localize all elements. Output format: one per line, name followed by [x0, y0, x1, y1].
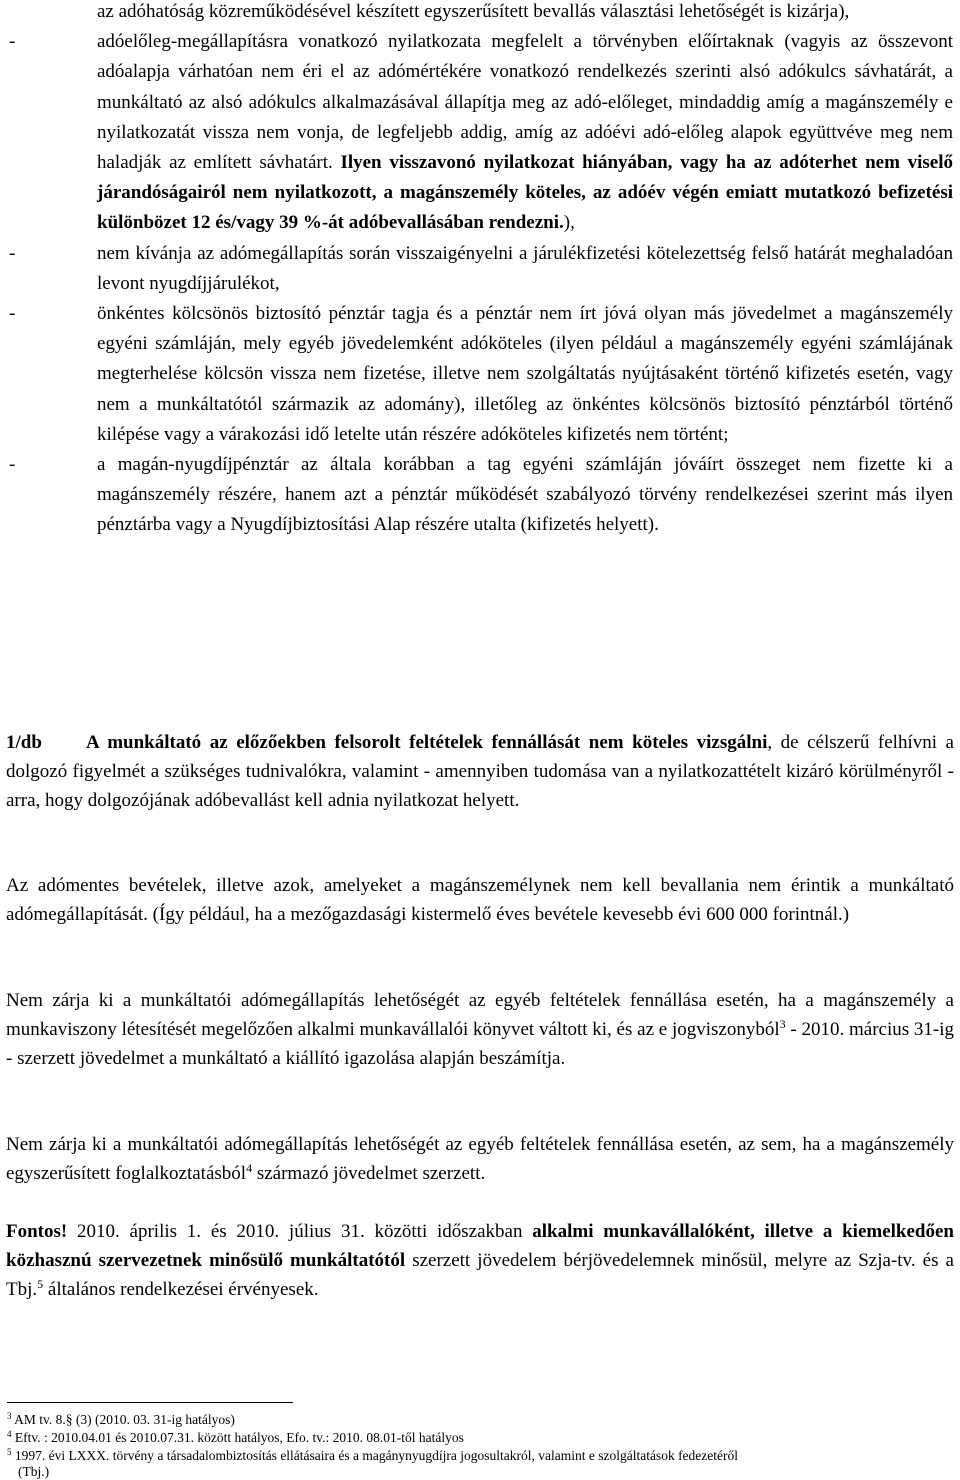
- list-item-body: [97, 27, 953, 238]
- footnote-5: [7, 1448, 738, 1464]
- footnote-text: Eftv. : 2010.04.01 és 2010.07.31. között hatályos, Efo. tv.: 2010. 08.01-től hatályos: [11, 1430, 464, 1445]
- paragraph-important: [6, 1217, 954, 1304]
- footnote-text: 1997. évi LXXX. törvény a társadalombiztosítás ellátásaira és a magánynyugdíjra jogosultakról, valamint e szolgáltatások fedezetéről: [11, 1448, 739, 1463]
- footnote-text: (Tbj.): [18, 1464, 50, 1479]
- list-dash: -: [9, 242, 16, 264]
- paragraph-bold-text: alkalmi munkavállalóként, illetve a kiemelkedően közhasznú szervezetnek minősülő munkáltatótól: [6, 1221, 954, 1271]
- list-item-tail: ),: [563, 212, 575, 234]
- list-item-bold-text: Ilyen visszavonó nyilatkozat hiányában, vagy ha az adóterhet nem viselő járandóságairól nem nyilatkozott, a magánszemély köteles, az adóév végén emiatt mutatkozó befizetési különbözet 12 és/vagy 39 %-át adóbevallásában rendezni.: [97, 152, 953, 234]
- list-item-continuation: [97, 0, 953, 27]
- list-item-text: nem kívánja az adómegállapítás során visszaigényelni a járulékfizetési kötelezettség felső határát meghaladóan levont nyugdíjjárulékot,: [97, 242, 953, 294]
- list-item-text: a magán-nyugdíjpénztár az általa korábban a tag egyéni számláján jóváírt összeget nem fizette ki a magánszemély részére, hanem azt a pénztár működését szabályozó törvény rendelkezései szerint más ilyen pénztárba vagy a Nyugdíjbiztosítási Alap részére utalta (kifizetés helyett).: [97, 454, 953, 536]
- paragraph-text: 2010. április 1. és 2010. július 31. közötti időszakban: [67, 1221, 533, 1242]
- footnote-ref[interactable]: 3: [779, 1017, 786, 1031]
- list-item: [0, 239, 960, 299]
- important-label: Fontos!: [6, 1221, 68, 1242]
- list-dash: -: [9, 303, 16, 325]
- footnote-number: 5: [7, 1447, 12, 1457]
- list-item-body: [97, 450, 953, 541]
- list-item-body: [97, 239, 953, 299]
- conditions-list: [0, 0, 960, 541]
- list-dash: -: [9, 31, 16, 53]
- footnote-text: AM tv. 8.§ (3) (2010. 03. 31-ig hatályos): [11, 1412, 235, 1427]
- list-item: [0, 299, 960, 450]
- paragraph-text: általános rendelkezései érvényesek.: [43, 1279, 319, 1300]
- paragraph-employer-check: [6, 728, 954, 815]
- footnote-5-continuation: [18, 1464, 49, 1480]
- list-item-text: önkéntes kölcsönös biztosító pénztár tagja és a pénztár nem írt jóvá olyan más jövedelmet a magánszemély egyéni számláján, mely egyéb jövedelemként adóköteles (ilyen például a magánszemély egyéni számlájának megterhelése kölcsön vissza nem fizetése, illetve nem szolgáltatás nyújtásaként történő kifizetés esetén, vagy nem a munkáltatótól származik az adomány), illetőleg az önkéntes kölcsönös biztosító pénztárból történő kilépése vagy a várakozási idő letelte után részére adóköteles kifizetés nem történt;: [97, 303, 953, 445]
- list-dash: -: [9, 454, 16, 476]
- paragraph-text: , de célszerű felhívni a dolgozó figyelmét a szükséges tudnivalókra, valamint - amennyiben tudomása van a nyilatkozattételt kizáró körülményről - arra, hogy dolgozójának adóbevallást kell adnia nyilatkozat helyett.: [6, 732, 954, 811]
- list-item: [0, 27, 960, 238]
- paragraph-text: - 2010. március 31-ig - szerzett jövedelmet a munkáltató a kiállító igazolása alapján beszámítja.: [6, 1019, 955, 1069]
- paragraph-text: Nem zárja ki a munkáltatói adómegállapítás lehetőségét az egyéb feltételek fennállása esetén, ha a magánszemély a munkaviszony létesítését megelőzően alkalmi munkavállalói könyvet váltott ki, és az e jogviszonyból: [6, 990, 954, 1040]
- paragraph-text: szerzett jövedelem bérjövedelemnek minősül, melyre az Szja-tv. és a Tbj.: [6, 1250, 954, 1300]
- footnote-ref[interactable]: 4: [246, 1161, 253, 1175]
- footnote-ref[interactable]: 5: [37, 1277, 44, 1291]
- footnote-3: [7, 1412, 235, 1428]
- footnote-4: [7, 1430, 464, 1446]
- paragraph-casual-work-book: [6, 986, 954, 1073]
- list-item-text: az adóhatóság közreműködésével készített egyszerűsített bevallás választási lehetőségét is kizárja),: [97, 1, 850, 22]
- footnote-separator: [7, 1402, 293, 1403]
- footnote-number: 3: [7, 1411, 12, 1421]
- paragraph-text: származó jövedelmet szerzett.: [252, 1163, 486, 1184]
- footnote-number: 4: [7, 1429, 12, 1439]
- list-item-text: adóelőleg-megállapításra vonatkozó nyilatkozata megfelelt a törvényben előírtaknak (vagyis az összevont adóalapja várhatóan nem éri el az adómértékére vonatkozó rendelkezés szerinti alsó adókulcs sávhatárát, a munkáltató az alsó adókulcs alkalmazásával állapítja meg az adó-előleget, mindaddig amíg a magánszemély e nyilatkozatát vissza nem vonja, de legfeljebb addig, amíg az adóévi adó-előleg alapok együttvéve meg nem haladják az említett sávhatárt.: [97, 31, 953, 174]
- paragraph-bold-text: A munkáltató az előzőekben felsorolt feltételek fennállását nem köteles vizsgálni: [86, 732, 768, 753]
- list-item-body: [97, 299, 953, 450]
- paragraph-simplified-employment: [6, 1130, 954, 1188]
- paragraph-tax-exempt: [6, 871, 954, 929]
- paragraph-text: Az adómentes bevételek, illetve azok, amelyeket a magánszemélynek nem kell bevallania nem érintik a munkáltató adómegállapítását. (Így például, ha a mezőgazdasági kistermelő éves bevétele kevesebb évi 600 000 forintnál.): [6, 875, 954, 925]
- section-tag: 1/db: [6, 732, 42, 753]
- paragraph-text: Nem zárja ki a munkáltatói adómegállapítás lehetőségét az egyéb feltételek fennállása esetén, az sem, ha a magánszemély egyszerűsített foglalkoztatásból: [6, 1134, 954, 1184]
- list-item: [0, 450, 960, 541]
